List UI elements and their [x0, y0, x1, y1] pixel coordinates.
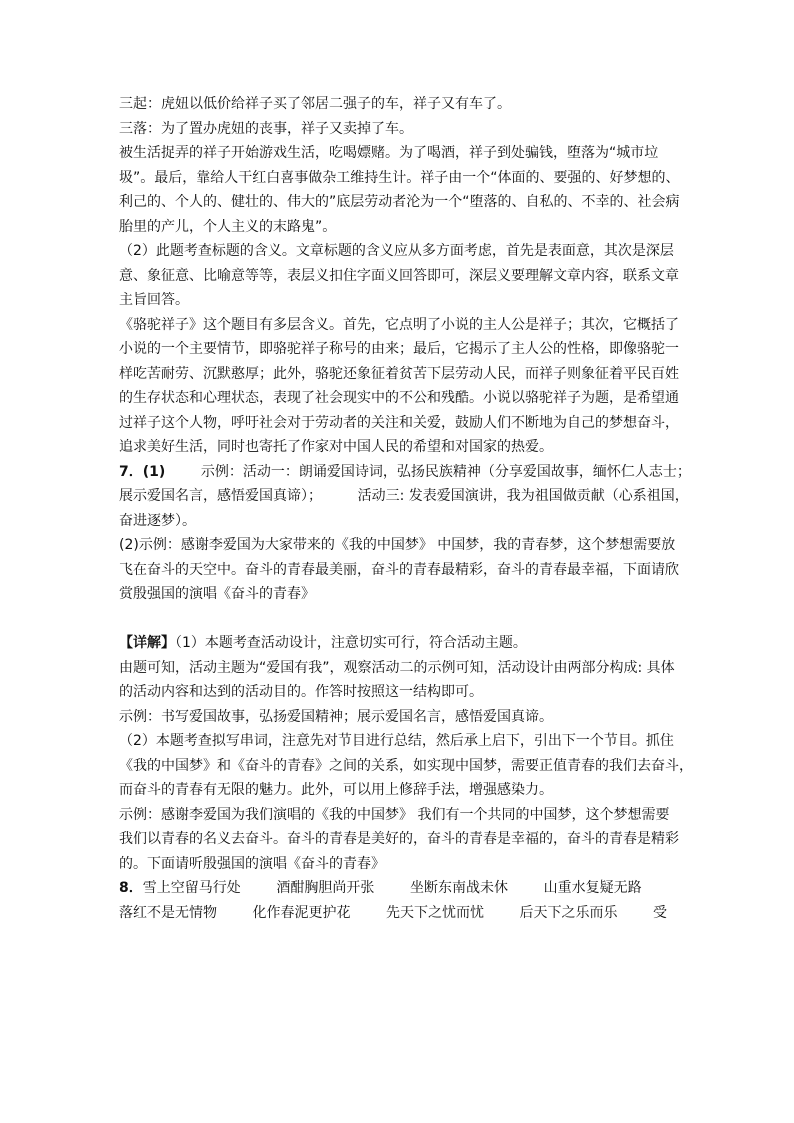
text-line: 小说的一个主要情节，即骆驼祥子称号的由来；最后，它揭示了主人公的性格，即像骆驼一: [119, 341, 679, 357]
text-line: （2）此题考查标题的含义。文章标题的含义应从多方面考虑，首先是表面意，其次是深层: [119, 243, 674, 259]
question-7-line-1: [119, 460, 691, 485]
text-line: 《骆驼祥子》这个题目有多层含义。首先，它点明了小说的主人公是祥子；其次，它概括了: [119, 316, 679, 333]
text-line: 主旨回答。: [119, 292, 189, 308]
text-line: 的活动内容和达到的活动目的。作答时按照这一结构即可。: [119, 684, 483, 700]
poem-line: 酒酣胸胆尚开张: [276, 880, 375, 896]
text-line: 奋进逐梦）。: [119, 512, 196, 529]
text-line: （2）本题考查拟写串词，注意先对节目进行总结，然后承上启下，引出下一个节目。抓住: [119, 733, 674, 749]
text-line: 意、象征意、比喻意等等，表层义扣住字面义回答即可，深层义要理解文章内容，联系文章: [119, 267, 679, 284]
text-line: 三落：为了置办虎妞的丧事，祥子又卖掉了车。: [119, 120, 413, 137]
text-line: 的。下面请听殷强国的演唱《奋斗的青春》: [119, 855, 385, 872]
text-line: 由题可知，活动主题为“爱国有我”，观察活动二的示例可知，活动设计由两部分构成: 具体: [119, 659, 675, 676]
text-line: 的生存状态和心理状态，表现了社会现实中的不公和残酷。小说以骆驼祥子为题，是希望通: [119, 390, 679, 406]
document-body: [119, 92, 693, 925]
text-line: 胎里的产儿，个人主义的末路鬼”。: [119, 218, 337, 235]
answer-text: 示例：活动一：朗诵爱国诗词，弘扬民族精神（分享爱国故事，缅怀仁人志士；: [200, 463, 691, 480]
question-number: 7．: [119, 463, 143, 480]
text-line: 赏殷强国的演唱《奋斗的青春》: [119, 586, 315, 602]
text-line: 圾”。最后，靠给人干红白喜事做杂工维持生计。祥子由一个“体面的、要强的、好梦想的、: [119, 169, 680, 186]
answer-text: 活动三: 发表爱国演讲，我为祖国做贡献（心系祖国，: [357, 488, 689, 504]
text-line: 三起：虎妞以低价给祥子买了邻居二强子的车，祥子又有车了。: [119, 96, 511, 112]
text-line: 利己的、个人的、健壮的、伟大的”底层劳动者沦为一个“堕落的、自私的、不幸的、社会病: [119, 194, 680, 210]
text-line: 追求美好生活，同时也寄托了作家对中国人民的希望和对国家的热爱。: [119, 439, 553, 455]
text-line: 过祥子这个人物，呼吁社会对于劳动者的关注和关爱，鼓励人们不断地为自己的梦想奋斗，: [119, 414, 679, 431]
text-line: 《我的中国梦》和《奋斗的青春》之间的关系，如实现中国梦，需要正值青春的我们去奋斗，: [119, 757, 693, 774]
detail-text: （1）本题考查活动设计，注意切实可行，符合活动主题。: [175, 635, 527, 651]
poem-line: 雪上空留马行处: [142, 880, 241, 896]
question-number: 8．: [119, 880, 143, 896]
text-line: 被生活捉弄的祥子开始游戏生活，吃喝嫖赌。为了喝酒，祥子到处骗钱，堕落为“城市垃: [119, 145, 659, 161]
poem-line: 化作春泥更护花: [252, 904, 351, 921]
poem-line: 山重水复疑无路: [543, 880, 642, 896]
poem-line: 先天下之忧而忧: [386, 904, 484, 921]
poem-line: 落红不是无情物: [119, 904, 217, 921]
detail-heading-line: [119, 631, 679, 656]
text-line: 飞在奋斗的天空中。奋斗的青春最美丽，奋斗的青春最精彩，奋斗的青春最幸福，下面请欣: [119, 561, 679, 578]
text-line: 我们以青春的名义去奋斗。奋斗的青春是美好的，奋斗的青春是幸福的，奋斗的青春是精彩: [119, 831, 679, 847]
text-line: 而奋斗的青春有无限的魅力。此外，可以用上修辞手法，增强感染力。: [119, 782, 553, 798]
question-7-line-2: [119, 484, 689, 509]
text-line: 示例：书写爱国故事，弘扬爱国精神；展示爱国名言，感悟爱国真谛。: [119, 708, 553, 725]
poem-line: 坐断东南战未休: [409, 880, 508, 896]
text-line: (2)示例：感谢李爱国为大家带来的《我的中国梦》 中国梦，我的青春梦，这个梦想需要放: [119, 537, 676, 553]
text-line: 样吃苦耐劳、沉默憨厚；此外，骆驼还象征着贫苦下层劳动人民，而祥子则象征着平民百姓: [119, 365, 679, 382]
question-8-row-1: [119, 876, 679, 901]
answer-text: 展示爱国名言，感悟爱国真谛）；: [119, 488, 322, 504]
text-line: 示例：感谢李爱国为我们演唱的《我的中国梦》 我们有一个共同的中国梦，这个梦想需要: [119, 806, 670, 823]
question-part-label: (1): [142, 463, 166, 480]
poem-line: 后天下之乐而乐: [519, 904, 618, 921]
blank-line: [119, 607, 679, 632]
poem-line: 受: [653, 904, 667, 921]
detail-tag: 【详解】: [119, 635, 175, 651]
question-8-row-2: [119, 901, 667, 926]
